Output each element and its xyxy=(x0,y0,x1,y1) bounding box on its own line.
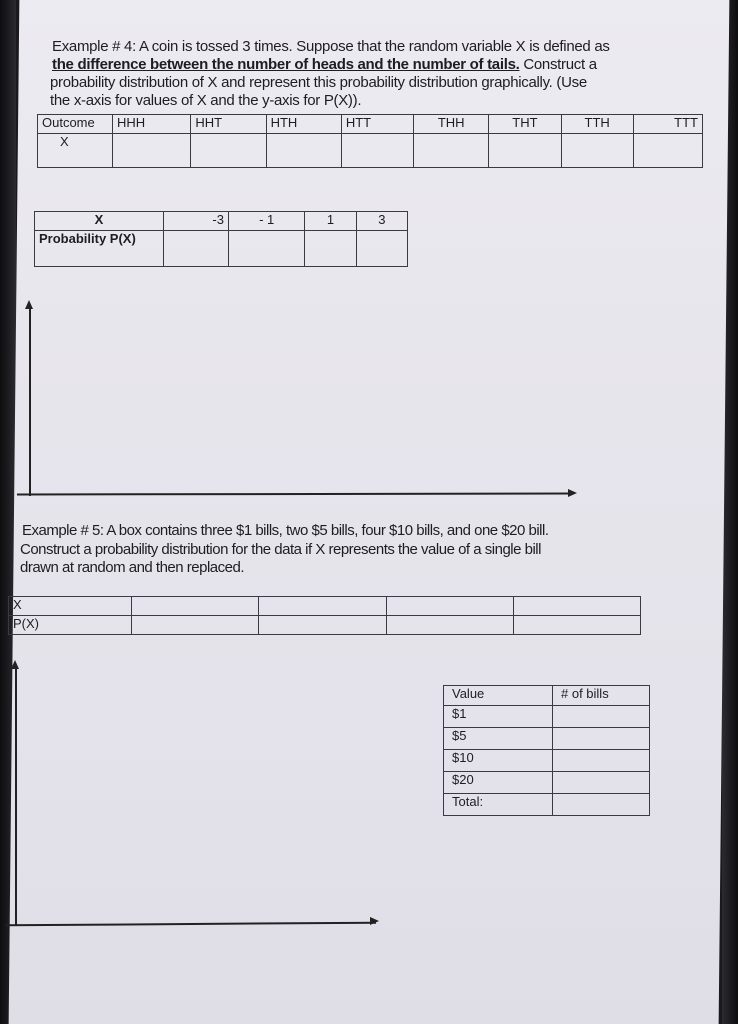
bills-value-cell: $20 xyxy=(444,772,553,794)
prob-x-value: 1 xyxy=(305,212,356,231)
outcome-x-answer-cell[interactable] xyxy=(489,134,561,168)
xp-x-cell[interactable] xyxy=(259,597,386,616)
xp-p-label: P(X) xyxy=(9,616,132,635)
graph1-y-axis xyxy=(29,306,31,496)
prob-answer-cell[interactable] xyxy=(305,231,356,267)
outcome-x-answer-cell[interactable] xyxy=(633,134,702,168)
outcome-row-x-label: X xyxy=(38,134,113,168)
outcome-header-label: Outcome xyxy=(38,115,113,134)
bills-count-cell[interactable] xyxy=(553,772,650,794)
xp-p-cell[interactable] xyxy=(259,616,386,635)
xp-p-cell[interactable] xyxy=(132,616,259,635)
example5-line2: Construct a probability distribution for the data if X represents the value of a single bill xyxy=(20,541,541,558)
bills-count-table xyxy=(443,685,650,816)
graph2-y-axis xyxy=(15,666,17,925)
prob-answer-cell[interactable] xyxy=(356,231,407,267)
outcome-x-answer-cell[interactable] xyxy=(341,134,413,168)
prob-answer-cell[interactable] xyxy=(228,231,304,267)
example4-line3: probability distribution of X and represent this probability distribution graphically. (Use xyxy=(50,74,587,91)
bills-value-cell: $10 xyxy=(444,750,553,772)
example4-line4: the x-axis for values of X and the y-axis for P(X)). xyxy=(50,92,362,109)
outcome-x-answer-cell[interactable] xyxy=(414,134,489,168)
probability-table xyxy=(34,211,408,267)
bills-total-cell[interactable] xyxy=(553,794,650,816)
prob-x-label: X xyxy=(35,212,164,231)
bills-count-cell[interactable] xyxy=(553,706,650,728)
xp-x-label: X xyxy=(9,597,132,616)
prob-answer-cell[interactable] xyxy=(164,231,229,267)
outcome-x-answer-cell[interactable] xyxy=(113,134,191,168)
bill-distribution-table xyxy=(8,596,641,635)
xp-x-cell[interactable] xyxy=(513,597,640,616)
outcome-cell: THT xyxy=(489,115,561,134)
outcome-cell: HHH xyxy=(113,115,191,134)
bills-total-label: Total: xyxy=(444,794,553,816)
xp-p-cell[interactable] xyxy=(513,616,640,635)
xp-p-cell[interactable] xyxy=(386,616,513,635)
prob-p-label: Probability P(X) xyxy=(35,231,164,267)
example5-line1: Example # 5: A box contains three $1 bills, two $5 bills, four $10 bills, and one $20 bill. xyxy=(22,522,549,539)
outcome-cell: HTH xyxy=(266,115,341,134)
example4-definition: the difference between the number of heads and the number of tails. xyxy=(52,56,520,73)
outcome-cell: HHT xyxy=(191,115,266,134)
prob-x-value: -3 xyxy=(164,212,229,231)
bills-value-cell: $1 xyxy=(444,706,553,728)
bills-count-cell[interactable] xyxy=(553,750,650,772)
outcome-table xyxy=(37,114,703,168)
prob-x-value: 3 xyxy=(356,212,407,231)
outcome-cell: TTT xyxy=(633,115,702,134)
graph1-x-arrow xyxy=(568,489,577,497)
example5-line3: drawn at random and then replaced. xyxy=(20,559,244,576)
xp-x-cell[interactable] xyxy=(132,597,259,616)
bills-header-count: # of bills xyxy=(553,686,650,706)
outcome-cell: HTT xyxy=(341,115,413,134)
outcome-x-answer-cell[interactable] xyxy=(191,134,266,168)
xp-x-cell[interactable] xyxy=(386,597,513,616)
outcome-x-answer-cell[interactable] xyxy=(266,134,341,168)
example4-line1: Example # 4: A coin is tossed 3 times. Suppose that the random variable X is defined as xyxy=(52,38,610,55)
prob-x-value: - 1 xyxy=(228,212,304,231)
outcome-x-answer-cell[interactable] xyxy=(561,134,633,168)
bills-count-cell[interactable] xyxy=(553,728,650,750)
bills-header-value: Value xyxy=(444,686,553,706)
bills-value-cell: $5 xyxy=(444,728,553,750)
example4-line2-rest: Construct a xyxy=(519,56,597,73)
example4-line2 xyxy=(52,55,597,74)
graph2-x-arrow xyxy=(370,917,379,925)
outcome-cell: THH xyxy=(414,115,489,134)
outcome-cell: TTH xyxy=(561,115,633,134)
